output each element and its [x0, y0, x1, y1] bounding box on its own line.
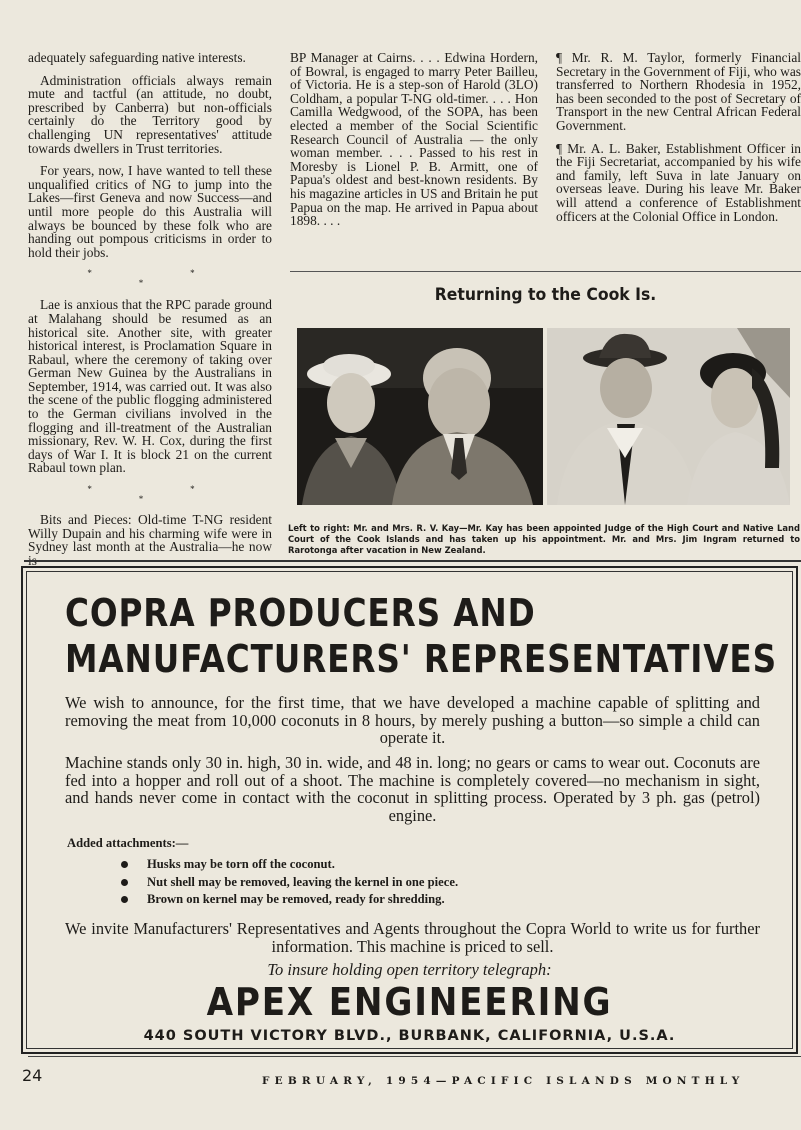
photo-illustration: [547, 328, 790, 505]
ad-paragraph: We wish to announce, for the first time, that we have developed a machine capable of splitting and removing the meat from 10,000 coconuts in 8 hours, by merely pushing a button—so simple a child can operate it.: [65, 693, 760, 747]
column-left: [28, 51, 272, 576]
section-separator: * * *: [87, 268, 243, 289]
paragraph: BP Manager at Cairns. . . . Edwina Hordern, of Bowral, is engaged to marry Peter Bailleu, of Victoria. He is a step-son of Harold (3LO) Coldham, a popular T-NG old-timer. . . . Hon Camilla Wedgwood, of the SOPA, has been elected a member of the Social Scientific Research Council of Australia — the only woman member. . . . Passed to his rest in Moresby is Lionel P. B. Armitt, one of Papua's oldest and best-known residents. By his magazine articles in US and Britain he put Papua on the map. He arrived in Papua about 1898. . . .: [290, 50, 538, 229]
divider: [24, 560, 801, 562]
ad-attachments-label: Added attachments:—: [67, 836, 189, 850]
ad-paragraph: Machine stands only 30 in. high, 30 in. wide, and 48 in. long; no gears or cams to wear out. Coconuts are fed into a hopper and roll out of a shoot. The machine is completely covered—no mechanism in sight, and hands never come in contact with the coconut in splitting process. Operated by 3 ph. gas (petrol) engine.: [65, 753, 760, 825]
photo-ingram-couple: [547, 328, 790, 505]
ad-tagline: To insure holding open territory telegraph:: [267, 960, 552, 979]
paragraph: For years, now, I have wanted to tell these unqualified critics of NG to jump into the Lakes—first Geneva and now Success—and until more people do this Australia will always be bounced by these folk who are handing out pompous criticisms in order to hold their jobs.: [28, 163, 272, 260]
divider: [290, 271, 801, 272]
photo-kay-couple: [297, 328, 543, 505]
list-item: [147, 856, 458, 874]
page-number: 24: [22, 1066, 43, 1085]
bullet-icon: [121, 861, 128, 868]
ad-headline-line: COPRA PRODUCERS AND: [65, 591, 536, 635]
list-item: [147, 874, 458, 892]
ad-brand-name: APEX ENGINEERING: [206, 980, 613, 1024]
paragraph: ¶ Mr. R. M. Taylor, formerly Financial Secretary in the Government of Fiji, who was transferred to Northern Rhodesia in 1952, has been seconded to the post of Secretary of Transport in the new Central African Federal Government.: [556, 50, 801, 133]
photo-caption: Left to right: Mr. and Mrs. R. V. Kay—Mr. Kay has been appointed Judge of the High Court and Native Land Court of the Cook Islands and has taken up his appointment. Mr. and Mrs. Jim Ingram returned to Rarotonga after vacation in New Zealand.: [288, 523, 800, 555]
bullet-icon: [121, 896, 128, 903]
divider: [28, 1056, 801, 1057]
paragraph: adequately safeguarding native interests.: [28, 50, 246, 65]
paragraph: Lae is anxious that the RPC parade ground at Malahang should be resumed as an historical site. Another site, with greater historical interest, is Proclamation Square in Rabaul, where the ceremony of taking over German New Guinea by the Australians in September, 1914, was carried out. It was also the scene of the public flogging administered to the German civilians involved in the flogging and ill-treatment of the Australian missionary, Rev. W. H. Cox, during the first days of War I. It is block 21 on the current Rabaul town plan.: [28, 297, 272, 476]
ad-address: 440 SOUTH VICTORY BLVD., BURBANK, CALIFORNIA, U.S.A.: [143, 1028, 676, 1044]
column-right: [556, 51, 801, 232]
paragraph: Administration officials always remain mute and tactful (an attitude, no doubt, prescribed by Canberra) but non-officials certainly do the Territory good by challenging UN representatives' attitude towards dwellers in Trust territories.: [28, 72, 272, 156]
paragraph: Bits and Pieces: Old-time T-NG resident Willy Dupain and his charming wife were in Sydney last month at the Australia—he now: [28, 512, 272, 555]
list-item: [147, 891, 458, 909]
ad-attachments-list: [147, 856, 458, 909]
ad-headline-line: MANUFACTURERS' REPRESENTATIVES: [65, 637, 778, 681]
photo-illustration: [297, 328, 543, 505]
bullet-icon: [121, 879, 128, 886]
paragraph: ¶ Mr. A. L. Baker, Establishment Officer in the Fiji Secretariat, accompanied by his wife and family, left Suva in late January on overseas leave. During his leave Mr. Baker will attend a conference of Establishment officers at the Colonial Office in London.: [556, 140, 801, 224]
column-middle: [290, 51, 538, 237]
list-item-text: Brown on kernel may be removed, ready for shredding.: [147, 892, 445, 907]
ad-paragraph: We invite Manufacturers' Representatives and Agents throughout the Copra World to write us for further information. This machine is priced to sell.: [65, 919, 760, 956]
ad-headline: [65, 590, 778, 682]
running-footer: FEBRUARY, 1954—PACIFIC ISLANDS MONTHLY: [262, 1075, 745, 1087]
feature-heading: Returning to the Cook Is.: [434, 285, 657, 305]
list-item-text: Nut shell may be removed, leaving the kernel in one piece.: [147, 874, 459, 889]
list-item-text: Husks may be torn off the coconut.: [147, 857, 335, 871]
section-separator: * * *: [87, 484, 243, 505]
advertisement-box: [21, 566, 798, 1054]
